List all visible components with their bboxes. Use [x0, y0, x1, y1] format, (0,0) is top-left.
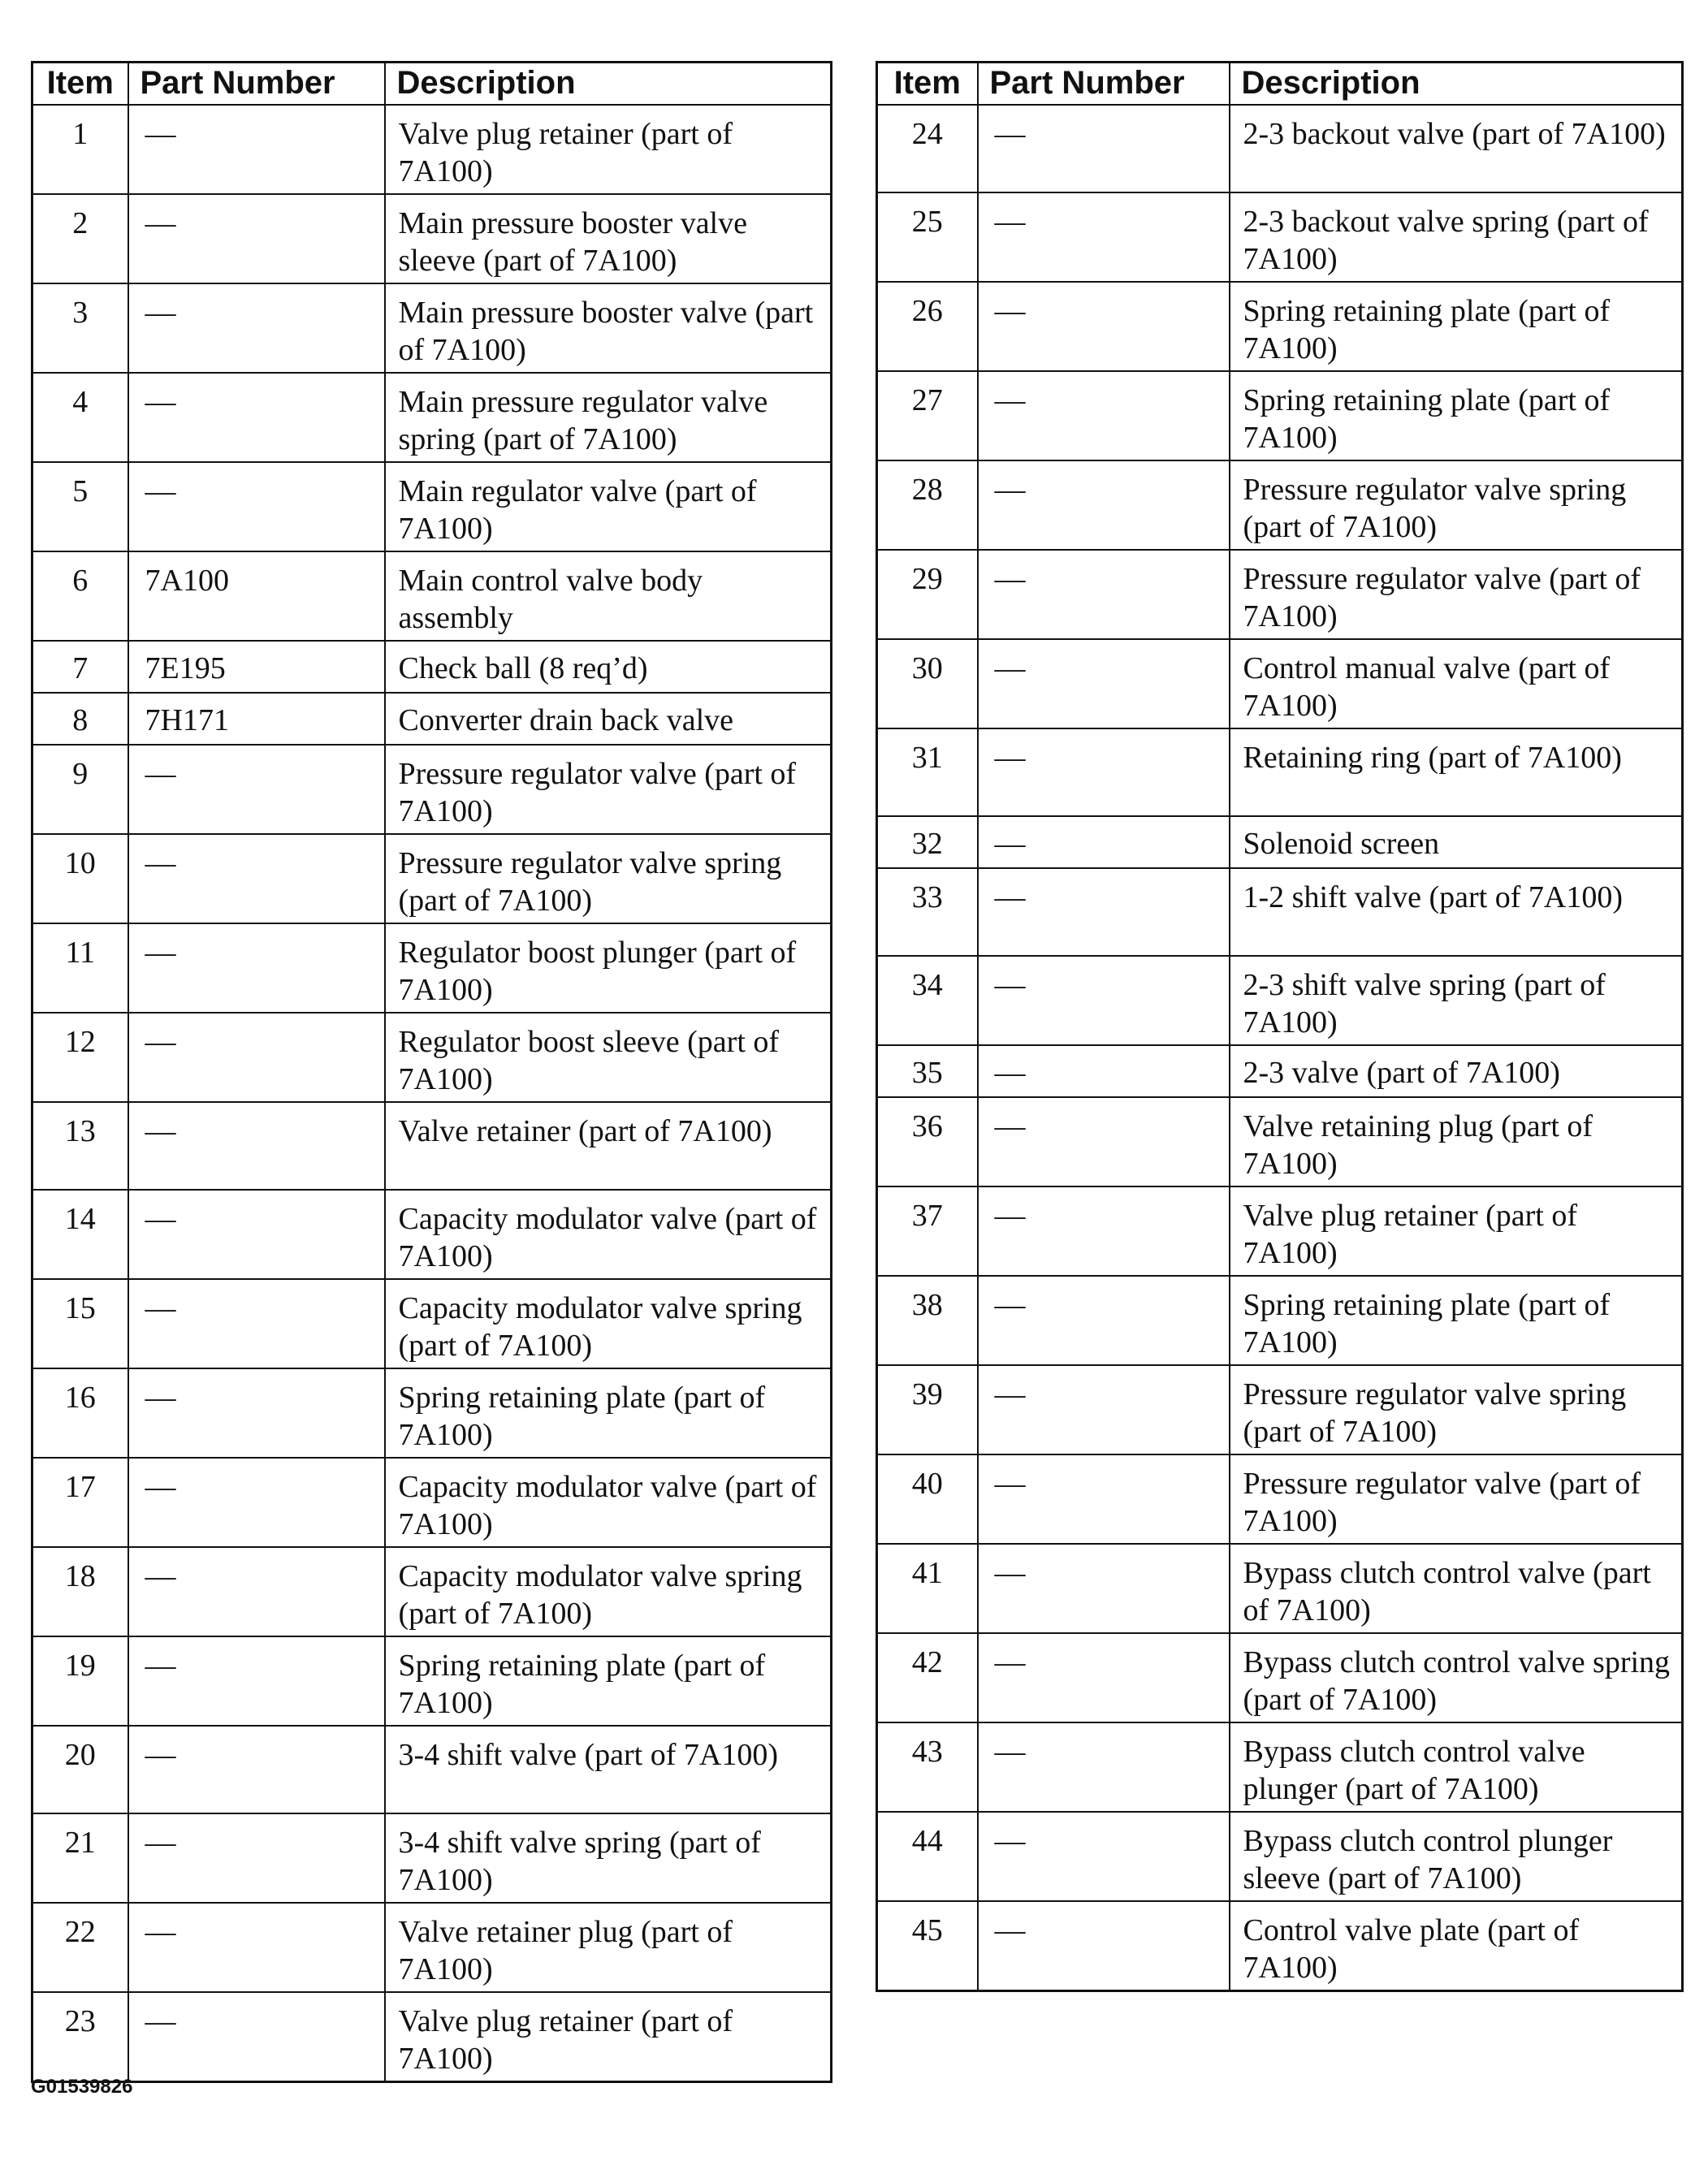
header-item: Item — [32, 63, 128, 106]
description-cell: Valve retainer (part of 7A100) — [385, 1102, 832, 1190]
header-part-number: Part Number — [128, 63, 385, 106]
item-cell: 39 — [877, 1365, 978, 1454]
item-cell: 31 — [877, 728, 978, 816]
table-row — [877, 460, 1683, 550]
part-number-cell: — — [978, 105, 1230, 192]
part-number-cell: — — [978, 1097, 1230, 1186]
part-number-cell: — — [128, 1190, 385, 1279]
table-row — [32, 283, 832, 373]
header-description: Description — [385, 63, 832, 106]
description-cell: Solenoid screen — [1230, 816, 1683, 868]
item-cell: 21 — [32, 1813, 128, 1903]
table-row — [32, 1368, 832, 1458]
item-cell: 18 — [32, 1547, 128, 1636]
table-row — [877, 639, 1683, 728]
description-cell: Regulator boost plunger (part of 7A100) — [385, 923, 832, 1013]
part-number-cell: — — [128, 1013, 385, 1102]
table-row — [32, 373, 832, 462]
table-row — [877, 550, 1683, 639]
part-number-cell: — — [128, 1636, 385, 1726]
item-cell: 3 — [32, 283, 128, 373]
part-number-cell: — — [978, 1901, 1230, 1991]
item-cell: 34 — [877, 956, 978, 1045]
part-number-cell: — — [978, 1186, 1230, 1276]
part-number-cell: — — [978, 1365, 1230, 1454]
table-row — [877, 105, 1683, 192]
part-number-cell: — — [128, 1547, 385, 1636]
description-cell: 2-3 backout valve (part of 7A100) — [1230, 105, 1683, 192]
description-cell: Spring retaining plate (part of 7A100) — [1230, 282, 1683, 371]
description-cell: Main pressure booster valve (part of 7A100) — [385, 283, 832, 373]
item-cell: 24 — [877, 105, 978, 192]
item-cell: 16 — [32, 1368, 128, 1458]
item-cell: 5 — [32, 462, 128, 551]
table-row — [32, 1903, 832, 1992]
description-cell: Pressure regulator valve (part of 7A100) — [1230, 1454, 1683, 1544]
table-row — [32, 641, 832, 693]
item-cell: 19 — [32, 1636, 128, 1726]
part-number-cell: — — [978, 956, 1230, 1045]
item-cell: 33 — [877, 868, 978, 956]
table-row — [877, 868, 1683, 956]
description-cell: Bypass clutch control valve plunger (part of 7A100) — [1230, 1722, 1683, 1812]
description-cell: Bypass clutch control plunger sleeve (part of 7A100) — [1230, 1812, 1683, 1901]
part-number-cell: — — [978, 1812, 1230, 1901]
description-cell: Pressure regulator valve spring (part of 7A100) — [385, 834, 832, 923]
description-cell: Capacity modulator valve spring (part of 7A100) — [385, 1547, 832, 1636]
item-cell: 41 — [877, 1544, 978, 1633]
description-cell: Main pressure regulator valve spring (part of 7A100) — [385, 373, 832, 462]
table-row — [877, 1722, 1683, 1812]
part-number-cell: — — [978, 1544, 1230, 1633]
item-cell: 44 — [877, 1812, 978, 1901]
table-row — [32, 105, 832, 194]
item-cell: 17 — [32, 1458, 128, 1547]
description-cell: Retaining ring (part of 7A100) — [1230, 728, 1683, 816]
table-row — [877, 371, 1683, 460]
description-cell: Pressure regulator valve spring (part of 7A100) — [1230, 1365, 1683, 1454]
part-number-cell: 7H171 — [128, 693, 385, 745]
description-cell: 2-3 backout valve spring (part of 7A100) — [1230, 192, 1683, 282]
table-row — [32, 1813, 832, 1903]
table-row — [877, 1097, 1683, 1186]
part-number-cell: — — [128, 1458, 385, 1547]
item-cell: 43 — [877, 1722, 978, 1812]
table-row — [877, 1045, 1683, 1097]
description-cell: Valve plug retainer (part of 7A100) — [385, 105, 832, 194]
table-row — [32, 1636, 832, 1726]
table-header-row — [877, 63, 1683, 106]
table-row — [877, 1276, 1683, 1365]
item-cell: 28 — [877, 460, 978, 550]
header-item: Item — [877, 63, 978, 106]
part-number-cell: — — [978, 1276, 1230, 1365]
item-cell: 22 — [32, 1903, 128, 1992]
part-number-cell: — — [978, 192, 1230, 282]
item-cell: 13 — [32, 1102, 128, 1190]
part-number-cell: — — [978, 550, 1230, 639]
part-number-cell: — — [128, 1813, 385, 1903]
description-cell: Capacity modulator valve (part of 7A100) — [385, 1458, 832, 1547]
description-cell: Spring retaining plate (part of 7A100) — [1230, 1276, 1683, 1365]
description-cell: Pressure regulator valve (part of 7A100) — [1230, 550, 1683, 639]
part-number-cell: — — [128, 923, 385, 1013]
description-cell: Check ball (8 req’d) — [385, 641, 832, 693]
part-number-cell: — — [128, 283, 385, 373]
table-row — [32, 745, 832, 834]
item-cell: 20 — [32, 1726, 128, 1813]
header-part-number: Part Number — [978, 63, 1230, 106]
description-cell: 2-3 valve (part of 7A100) — [1230, 1045, 1683, 1097]
part-number-cell: — — [128, 834, 385, 923]
description-cell: Control manual valve (part of 7A100) — [1230, 639, 1683, 728]
description-cell: 2-3 shift valve spring (part of 7A100) — [1230, 956, 1683, 1045]
description-cell: Converter drain back valve — [385, 693, 832, 745]
item-cell: 29 — [877, 550, 978, 639]
part-number-cell: — — [978, 868, 1230, 956]
description-cell: Bypass clutch control valve spring (part of 7A100) — [1230, 1633, 1683, 1722]
item-cell: 35 — [877, 1045, 978, 1097]
item-cell: 25 — [877, 192, 978, 282]
part-number-cell: — — [128, 1726, 385, 1813]
table-row — [32, 1547, 832, 1636]
item-cell: 8 — [32, 693, 128, 745]
item-cell: 45 — [877, 1901, 978, 1991]
description-cell: Pressure regulator valve (part of 7A100) — [385, 745, 832, 834]
part-number-cell: — — [978, 816, 1230, 868]
item-cell: 23 — [32, 1992, 128, 2082]
item-cell: 37 — [877, 1186, 978, 1276]
table-row — [877, 1633, 1683, 1722]
table-row — [32, 1190, 832, 1279]
part-number-cell: 7A100 — [128, 551, 385, 641]
table-row — [877, 728, 1683, 816]
item-cell: 42 — [877, 1633, 978, 1722]
part-number-cell: — — [978, 1045, 1230, 1097]
description-cell: 3-4 shift valve (part of 7A100) — [385, 1726, 832, 1813]
item-cell: 40 — [877, 1454, 978, 1544]
part-number-cell: — — [978, 728, 1230, 816]
item-cell: 27 — [877, 371, 978, 460]
table-row — [877, 1901, 1683, 1991]
item-cell: 32 — [877, 816, 978, 868]
figure-id: G01539826 — [31, 2076, 133, 2098]
item-cell: 2 — [32, 194, 128, 283]
table-row — [877, 816, 1683, 868]
parts-table-right — [876, 61, 1684, 1992]
table-row — [32, 693, 832, 745]
item-cell: 26 — [877, 282, 978, 371]
table-row — [32, 1013, 832, 1102]
part-number-cell: — — [128, 1102, 385, 1190]
header-description: Description — [1230, 63, 1683, 106]
item-cell: 12 — [32, 1013, 128, 1102]
part-number-cell: — — [978, 1454, 1230, 1544]
item-cell: 1 — [32, 105, 128, 194]
table-row — [877, 956, 1683, 1045]
item-cell: 4 — [32, 373, 128, 462]
table-row — [32, 1102, 832, 1190]
table-row — [877, 282, 1683, 371]
part-number-cell: — — [128, 194, 385, 283]
description-cell: Main control valve body assembly — [385, 551, 832, 641]
item-cell: 11 — [32, 923, 128, 1013]
part-number-cell: — — [128, 105, 385, 194]
part-number-cell: — — [128, 462, 385, 551]
item-cell: 30 — [877, 639, 978, 728]
table-row — [877, 192, 1683, 282]
description-cell: Regulator boost sleeve (part of 7A100) — [385, 1013, 832, 1102]
part-number-cell: — — [128, 1279, 385, 1368]
part-number-cell: 7E195 — [128, 641, 385, 693]
table-header-row — [32, 63, 832, 106]
table-row — [877, 1186, 1683, 1276]
item-cell: 36 — [877, 1097, 978, 1186]
table-row — [877, 1454, 1683, 1544]
description-cell: Valve plug retainer (part of 7A100) — [1230, 1186, 1683, 1276]
description-cell: Valve retaining plug (part of 7A100) — [1230, 1097, 1683, 1186]
item-cell: 10 — [32, 834, 128, 923]
description-cell: Spring retaining plate (part of 7A100) — [385, 1368, 832, 1458]
description-cell: Control valve plate (part of 7A100) — [1230, 1901, 1683, 1991]
description-cell: Bypass clutch control valve (part of 7A100) — [1230, 1544, 1683, 1633]
description-cell: 1-2 shift valve (part of 7A100) — [1230, 868, 1683, 956]
table-row — [32, 551, 832, 641]
description-cell: 3-4 shift valve spring (part of 7A100) — [385, 1813, 832, 1903]
description-cell: Spring retaining plate (part of 7A100) — [1230, 371, 1683, 460]
table-row — [877, 1544, 1683, 1633]
table-row — [32, 1992, 832, 2082]
part-number-cell: — — [978, 371, 1230, 460]
part-number-cell: — — [978, 1633, 1230, 1722]
part-number-cell: — — [128, 1992, 385, 2082]
part-number-cell: — — [978, 282, 1230, 371]
part-number-cell: — — [978, 1722, 1230, 1812]
description-cell: Valve retainer plug (part of 7A100) — [385, 1903, 832, 1992]
table-row — [877, 1365, 1683, 1454]
item-cell: 7 — [32, 641, 128, 693]
description-cell: Capacity modulator valve (part of 7A100) — [385, 1190, 832, 1279]
description-cell: Capacity modulator valve spring (part of 7A100) — [385, 1279, 832, 1368]
description-cell: Spring retaining plate (part of 7A100) — [385, 1636, 832, 1726]
part-number-cell: — — [128, 1903, 385, 1992]
table-row — [32, 923, 832, 1013]
description-cell: Pressure regulator valve spring (part of 7A100) — [1230, 460, 1683, 550]
table-row — [32, 1458, 832, 1547]
item-cell: 14 — [32, 1190, 128, 1279]
item-cell: 38 — [877, 1276, 978, 1365]
part-number-cell: — — [978, 639, 1230, 728]
part-number-cell: — — [128, 373, 385, 462]
item-cell: 15 — [32, 1279, 128, 1368]
table-row — [32, 462, 832, 551]
parts-table-left — [31, 61, 832, 2083]
table-row — [32, 194, 832, 283]
table-row — [32, 834, 832, 923]
item-cell: 9 — [32, 745, 128, 834]
part-number-cell: — — [128, 1368, 385, 1458]
description-cell: Main pressure booster valve sleeve (part of 7A100) — [385, 194, 832, 283]
part-number-cell: — — [128, 745, 385, 834]
table-row — [877, 1812, 1683, 1901]
table-row — [32, 1726, 832, 1813]
description-cell: Main regulator valve (part of 7A100) — [385, 462, 832, 551]
description-cell: Valve plug retainer (part of 7A100) — [385, 1992, 832, 2082]
table-row — [32, 1279, 832, 1368]
item-cell: 6 — [32, 551, 128, 641]
part-number-cell: — — [978, 460, 1230, 550]
